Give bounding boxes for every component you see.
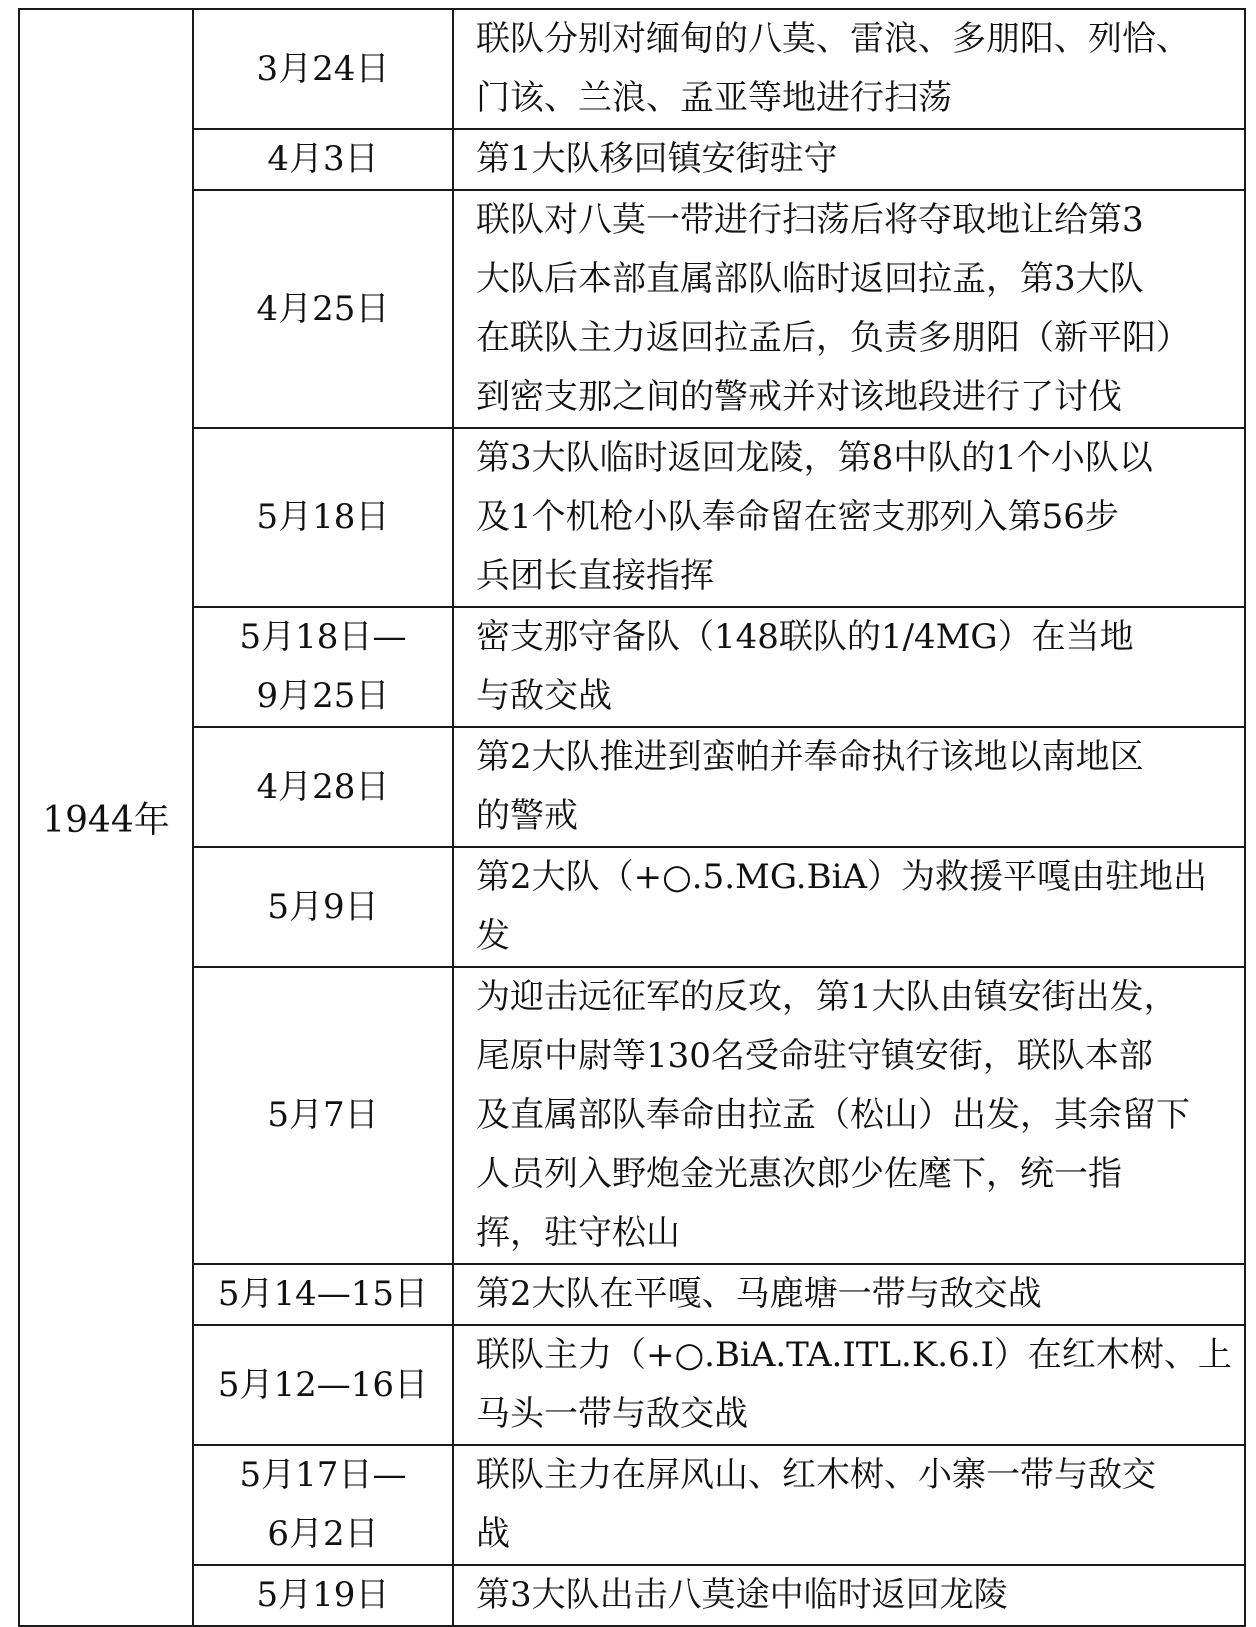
- event-text: 联队主力在屏风山、红木树、小寨一带与敌交 战: [476, 1455, 1156, 1554]
- event-cell: [453, 607, 1245, 727]
- table-row: [19, 129, 1245, 190]
- event-cell: [453, 428, 1245, 607]
- event-text: 联队主力（+○.BiA.TA.ITL.K.6.Ⅰ）在红木树、上 马头一带与敌交战: [476, 1335, 1232, 1434]
- date-cell: [193, 847, 453, 967]
- date-cell: [193, 1445, 453, 1565]
- date-cell: [193, 1264, 453, 1325]
- event-text: 第2大队推进到蛮帕并奉命执行该地以南地区 的警戒: [476, 737, 1144, 836]
- event-text: 联队分别对缅甸的八莫、雷浪、多朋阳、列恰、 门该、兰浪、孟亚等地进行扫荡: [476, 19, 1190, 118]
- table-row: [19, 1325, 1245, 1445]
- event-cell: [453, 1325, 1245, 1445]
- year-cell: [19, 9, 193, 1626]
- date-cell: [193, 607, 453, 727]
- date-cell: [193, 727, 453, 847]
- event-cell: [453, 1565, 1245, 1626]
- event-text: 第2大队在平嘎、马鹿塘一带与敌交战: [476, 1274, 1042, 1314]
- event-cell: [453, 967, 1245, 1264]
- table-row: [19, 1565, 1245, 1626]
- date-text: 4月25日: [256, 288, 390, 329]
- date-text: 5月7日: [267, 1095, 379, 1135]
- date-cell: [193, 1325, 453, 1445]
- date-cell: [193, 9, 453, 129]
- event-text: 第3大队临时返回龙陵，第8中队的1个小队以 及1个机枪小队奉命留在密支那列入第56步 兵团长直接指挥: [476, 438, 1153, 596]
- date-text: 4月28日: [256, 766, 390, 807]
- date-cell: [193, 1565, 453, 1626]
- date-cell: [193, 190, 453, 428]
- event-text: 第3大队出击八莫途中临时返回龙陵: [476, 1575, 1008, 1615]
- date-cell: [193, 129, 453, 190]
- date-text: 4月3日: [267, 139, 379, 179]
- date-cell: [193, 967, 453, 1264]
- table-row: [19, 1264, 1245, 1325]
- table-row: [19, 607, 1245, 727]
- event-cell: [453, 1445, 1245, 1565]
- chronology-table: [18, 8, 1246, 1627]
- table-row: [19, 727, 1245, 847]
- date-text: 3月24日: [256, 48, 390, 89]
- event-cell: [453, 1264, 1245, 1325]
- date-text: 5月14—15日: [217, 1274, 429, 1314]
- date-text: 5月18日— 9月25日: [239, 617, 407, 716]
- date-text: 5月18日: [256, 497, 390, 537]
- event-cell: [453, 9, 1245, 129]
- year-label: 1944年: [42, 800, 170, 841]
- event-cell: [453, 129, 1245, 190]
- event-cell: [453, 727, 1245, 847]
- event-text: 密支那守备队（148联队的1/4MG）在当地 与敌交战: [476, 617, 1134, 716]
- table-row: [19, 847, 1245, 967]
- event-cell: [453, 190, 1245, 428]
- table-row: [19, 1445, 1245, 1565]
- event-text: 为迎击远征军的反攻，第1大队由镇安街出发， 尾原中尉等130名受命驻守镇安街，联队本部 及直属部队奉命由拉孟（松山）出发，其余留下 人员列入野炮金光惠次郎少佐麾下，统一指 挥，驻守松山: [476, 977, 1190, 1253]
- table-row: [19, 428, 1245, 607]
- event-text: 第1大队移回镇安街驻守: [476, 139, 838, 179]
- event-text: 第2大队（+○.5.MG.BiA）为救援平嘎由驻地出发: [476, 857, 1208, 956]
- event-text: 联队对八莫一带进行扫荡后将夺取地让给第3 大队后本部直属部队临时返回拉孟，第3大队 在联队主力返回拉孟后，负责多朋阳（新平阳） 到密支那之间的警戒并对该地段进行了讨伐: [476, 200, 1190, 417]
- table-row: [19, 967, 1245, 1264]
- date-cell: [193, 428, 453, 607]
- date-text: 5月12—16日: [217, 1364, 429, 1405]
- date-text: 5月9日: [267, 886, 379, 927]
- table-row: [19, 9, 1245, 129]
- date-text: 5月17日— 6月2日: [239, 1455, 407, 1554]
- date-text: 5月19日: [256, 1575, 390, 1615]
- event-cell: [453, 847, 1245, 967]
- table-row: [19, 190, 1245, 428]
